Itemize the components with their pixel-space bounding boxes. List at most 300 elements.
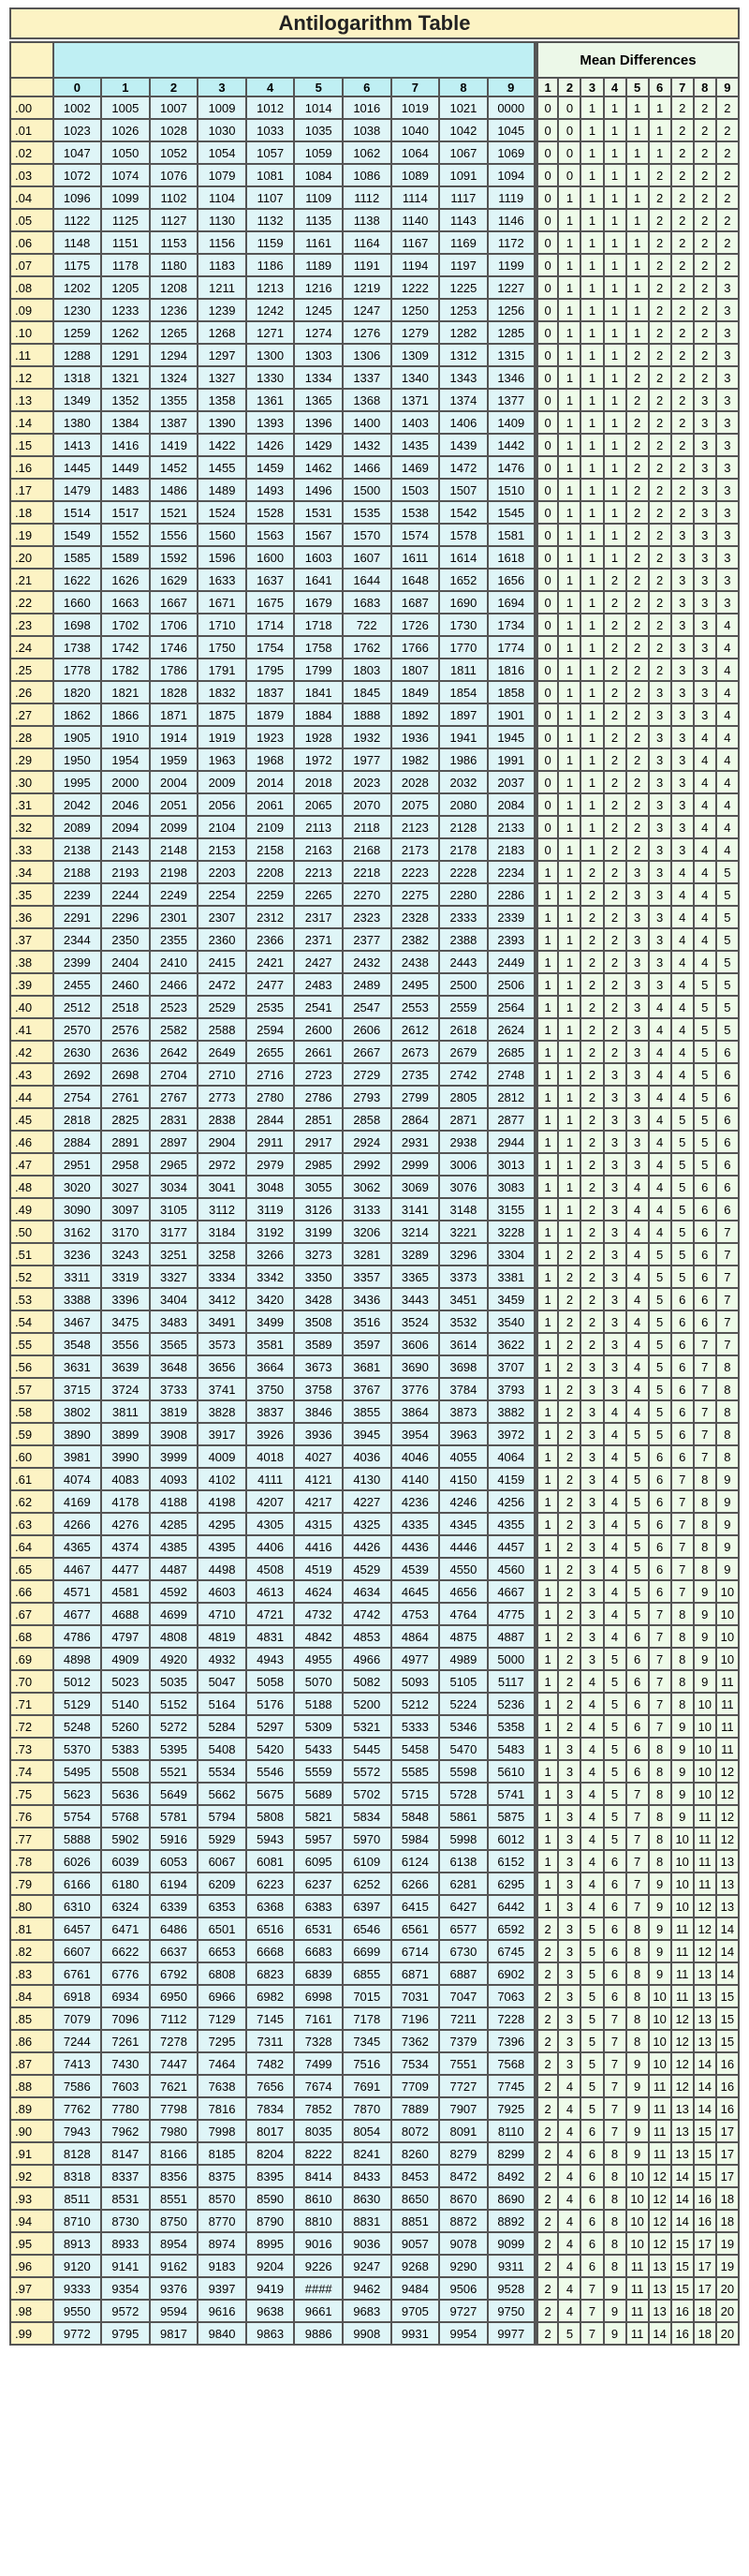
- mean-difference-cell: 3: [671, 681, 694, 703]
- antilog-value-cell: 1057: [246, 141, 295, 164]
- mean-difference-cell: 5: [694, 1041, 716, 1063]
- antilog-value-cell: 1291: [101, 344, 150, 366]
- table-row: [10, 389, 739, 411]
- antilog-value-cell: 4624: [294, 1580, 343, 1603]
- antilog-value-cell: 8414: [294, 2165, 343, 2187]
- antilog-value-cell: 4875: [439, 1625, 488, 1648]
- antilog-value-cell: 2529: [198, 996, 246, 1018]
- diff-col-header-8: 8: [694, 78, 716, 96]
- mean-difference-cell: 13: [694, 1962, 716, 1985]
- mean-difference-cell: 6: [580, 2142, 603, 2165]
- antilog-value-cell: 0000: [488, 96, 536, 119]
- antilog-value-cell: 4374: [101, 1535, 150, 1558]
- antilog-value-cell: 1563: [246, 524, 295, 546]
- antilog-value-cell: 1315: [488, 344, 536, 366]
- mean-difference-cell: 6: [626, 1693, 649, 1715]
- mean-difference-cell: 11: [716, 1738, 739, 1760]
- antilog-value-cell: 3236: [53, 1243, 102, 1266]
- antilog-value-cell: 2466: [150, 973, 198, 996]
- table-row: [10, 1445, 739, 1468]
- antilog-value-cell: 4592: [150, 1580, 198, 1603]
- mean-difference-cell: 10: [671, 1873, 694, 1895]
- antilog-value-cell: 1009: [198, 96, 246, 119]
- antilog-value-cell: 1663: [101, 591, 150, 614]
- mean-difference-cell: 6: [671, 1288, 694, 1310]
- mean-difference-cell: 9: [626, 2052, 649, 2075]
- antilog-value-cell: 1076: [150, 164, 198, 186]
- antilog-value-cell: 4276: [101, 1513, 150, 1535]
- mean-difference-cell: 4: [716, 748, 739, 771]
- antilog-value-cell: 1038: [343, 119, 391, 141]
- antilog-value-cell: 3589: [294, 1333, 343, 1355]
- antilog-value-cell: 2780: [246, 1086, 295, 1108]
- antilog-value-cell: 3873: [439, 1400, 488, 1423]
- antilog-value-cell: 2588: [198, 1018, 246, 1041]
- antilog-value-cell: 9183: [198, 2255, 246, 2277]
- antilog-value-cell: 4571: [53, 1580, 102, 1603]
- antilog-value-cell: 4395: [198, 1535, 246, 1558]
- mean-difference-cell: 17: [716, 2142, 739, 2165]
- antilog-value-cell: 1416: [101, 434, 150, 456]
- mean-difference-cell: 0: [536, 816, 558, 838]
- mean-difference-cell: 2: [558, 1288, 580, 1310]
- antilog-value-cell: 1007: [150, 96, 198, 119]
- mean-difference-cell: 4: [694, 928, 716, 951]
- antilog-value-cell: 6166: [53, 1873, 102, 1895]
- antilog-value-cell: 3243: [101, 1243, 150, 1266]
- antilog-value-cell: 9550: [53, 2300, 102, 2322]
- antilog-value-cell: 1262: [101, 321, 150, 344]
- antilog-value-cell: 4207: [246, 1490, 295, 1513]
- antilog-value-cell: 8851: [391, 2210, 440, 2232]
- mean-difference-cell: 6: [716, 1041, 739, 1063]
- antilog-value-cell: 8147: [101, 2142, 150, 2165]
- antilog-value-cell: 3597: [343, 1333, 391, 1355]
- antilog-value-cell: 5598: [439, 1760, 488, 1783]
- antilog-value-cell: 4256: [488, 1490, 536, 1513]
- mean-difference-cell: 19: [716, 2232, 739, 2255]
- antilog-value-cell: 1549: [53, 524, 102, 546]
- mean-difference-cell: 1: [536, 1760, 558, 1783]
- antilog-value-cell: 1409: [488, 411, 536, 434]
- antilog-value-cell: 2624: [488, 1018, 536, 1041]
- row-label: .19: [10, 524, 53, 546]
- antilog-value-cell: 8610: [294, 2187, 343, 2210]
- mean-difference-cell: 20: [716, 2277, 739, 2300]
- antilog-value-cell: 3855: [343, 1400, 391, 1423]
- antilog-value-cell: 5200: [343, 1693, 391, 1715]
- table-row: [10, 771, 739, 793]
- mean-difference-cell: 1: [558, 1063, 580, 1086]
- antilog-value-cell: 4064: [488, 1445, 536, 1468]
- mean-difference-cell: 1: [580, 389, 603, 411]
- antilog-value-cell: 5715: [391, 1783, 440, 1805]
- antilog-value-cell: 8072: [391, 2120, 440, 2142]
- row-label: .44: [10, 1086, 53, 1108]
- mean-difference-cell: 2: [558, 1535, 580, 1558]
- antilog-value-cell: 5675: [246, 1783, 295, 1805]
- antilog-value-cell: 5728: [439, 1783, 488, 1805]
- table-row: [10, 1468, 739, 1490]
- mean-difference-cell: 2: [558, 1243, 580, 1266]
- antilog-value-cell: 5916: [150, 1828, 198, 1850]
- antilog-value-cell: 3864: [391, 1400, 440, 1423]
- antilog-value-cell: 1426: [246, 434, 295, 456]
- antilog-value-cell: 2924: [343, 1131, 391, 1153]
- antilog-value-cell: 6531: [294, 1917, 343, 1940]
- mean-difference-cell: 8: [649, 1738, 671, 1760]
- antilog-value-cell: 1995: [53, 771, 102, 793]
- antilog-value-cell: 8831: [343, 2210, 391, 2232]
- antilog-value-cell: 6934: [101, 1985, 150, 2007]
- antilog-value-cell: 9484: [391, 2277, 440, 2300]
- antilog-value-cell: 1762: [343, 636, 391, 659]
- mean-difference-cell: 7: [671, 1580, 694, 1603]
- mean-difference-cell: 2: [558, 1670, 580, 1693]
- mean-difference-cell: 3: [604, 1063, 626, 1086]
- antilog-value-cell: 5636: [101, 1783, 150, 1805]
- antilog-value-cell: 2265: [294, 883, 343, 906]
- antilog-value-cell: 7413: [53, 2052, 102, 2075]
- antilog-value-cell: 9908: [343, 2322, 391, 2345]
- mean-difference-cell: 0: [536, 501, 558, 524]
- antilog-value-cell: 5047: [198, 1670, 246, 1693]
- antilog-value-cell: 2547: [343, 996, 391, 1018]
- mean-difference-cell: 1: [580, 524, 603, 546]
- antilog-value-cell: 1462: [294, 456, 343, 479]
- antilog-value-cell: 4325: [343, 1513, 391, 1535]
- table-row: [10, 2030, 739, 2052]
- mean-difference-cell: 5: [626, 1603, 649, 1625]
- antilog-value-cell: 1282: [439, 321, 488, 344]
- antilog-value-cell: 1318: [53, 366, 102, 389]
- mean-difference-cell: 2: [604, 703, 626, 726]
- mean-difference-cell: 2: [716, 119, 739, 141]
- mean-difference-cell: 1: [604, 186, 626, 209]
- mean-difference-cell: 3: [580, 1400, 603, 1423]
- col-header-0: 0: [53, 78, 102, 96]
- antilog-value-cell: 2213: [294, 861, 343, 883]
- antilog-value-cell: 4819: [198, 1625, 246, 1648]
- mean-difference-cell: 2: [580, 906, 603, 928]
- antilog-value-cell: 4335: [391, 1513, 440, 1535]
- table-row: [10, 141, 739, 164]
- antilog-table: [9, 41, 740, 2346]
- table-row: [10, 928, 739, 951]
- antilog-value-cell: 5794: [198, 1805, 246, 1828]
- mean-difference-cell: 9: [649, 1873, 671, 1895]
- antilog-value-cell: 1932: [343, 726, 391, 748]
- table-row: [10, 1873, 739, 1895]
- mean-difference-cell: 3: [671, 771, 694, 793]
- antilog-value-cell: 9311: [488, 2255, 536, 2277]
- table-row: [10, 748, 739, 771]
- mean-difference-cell: 7: [580, 2300, 603, 2322]
- antilog-value-cell: 1854: [439, 681, 488, 703]
- antilog-value-cell: 4083: [101, 1468, 150, 1490]
- antilog-value-cell: 4188: [150, 1490, 198, 1513]
- mean-difference-cell: 15: [716, 2007, 739, 2030]
- mean-difference-cell: 5: [649, 1423, 671, 1445]
- mean-difference-cell: 7: [716, 1310, 739, 1333]
- mean-difference-cell: 6: [649, 1580, 671, 1603]
- antilog-value-cell: 1486: [150, 479, 198, 501]
- mean-difference-cell: 3: [671, 614, 694, 636]
- mean-difference-cell: 3: [604, 1176, 626, 1198]
- mean-difference-cell: 4: [671, 1041, 694, 1063]
- antilog-value-cell: 1950: [53, 748, 102, 771]
- antilog-value-cell: 1047: [53, 141, 102, 164]
- antilog-value-cell: 9705: [391, 2300, 440, 2322]
- antilog-value-cell: 1531: [294, 501, 343, 524]
- antilog-value-cell: 2296: [101, 906, 150, 928]
- mean-difference-cell: 3: [649, 906, 671, 928]
- mean-difference-cell: 1: [558, 614, 580, 636]
- mean-difference-cell: 6: [604, 1895, 626, 1917]
- antilog-value-cell: 1337: [343, 366, 391, 389]
- antilog-value-cell: 6486: [150, 1917, 198, 1940]
- mean-differences-header: Mean Differences: [536, 42, 739, 78]
- mean-difference-cell: 3: [671, 591, 694, 614]
- antilog-value-cell: 4887: [488, 1625, 536, 1648]
- mean-difference-cell: 15: [694, 2165, 716, 2187]
- antilog-value-cell: 8551: [150, 2187, 198, 2210]
- mean-difference-cell: 1: [558, 276, 580, 299]
- antilog-value-cell: 9397: [198, 2277, 246, 2300]
- antilog-value-cell: 4102: [198, 1468, 246, 1490]
- antilog-value-cell: 1445: [53, 456, 102, 479]
- antilog-value-cell: 2099: [150, 816, 198, 838]
- mean-difference-cell: 3: [604, 1266, 626, 1288]
- antilog-value-cell: 1919: [198, 726, 246, 748]
- antilog-value-cell: 2317: [294, 906, 343, 928]
- mean-difference-cell: 1: [536, 1693, 558, 1715]
- mean-difference-cell: 8: [626, 1940, 649, 1962]
- antilog-value-cell: 9204: [246, 2255, 295, 2277]
- antilog-value-cell: 5070: [294, 1670, 343, 1693]
- antilog-value-cell: 7925: [488, 2097, 536, 2120]
- column-header-row: [10, 78, 739, 96]
- mean-difference-cell: 5: [626, 1445, 649, 1468]
- antilog-value-cell: 3614: [439, 1333, 488, 1355]
- antilog-value-cell: 1380: [53, 411, 102, 434]
- antilog-value-cell: 4159: [488, 1468, 536, 1490]
- mean-difference-cell: 3: [558, 2007, 580, 2030]
- table-row: [10, 2165, 739, 2187]
- mean-difference-cell: 4: [649, 1221, 671, 1243]
- mean-difference-cell: 5: [716, 883, 739, 906]
- antilog-value-cell: 1138: [343, 209, 391, 231]
- mean-difference-cell: 5: [580, 2030, 603, 2052]
- antilog-value-cell: 1040: [391, 119, 440, 141]
- antilog-value-cell: 2938: [439, 1131, 488, 1153]
- mean-difference-cell: 6: [604, 1962, 626, 1985]
- antilog-value-cell: 3206: [343, 1221, 391, 1243]
- antilog-value-cell: 2128: [439, 816, 488, 838]
- mean-difference-cell: 11: [694, 1873, 716, 1895]
- row-label: .41: [10, 1018, 53, 1041]
- mean-difference-cell: 9: [716, 1490, 739, 1513]
- row-label: .03: [10, 164, 53, 186]
- mean-difference-cell: 2: [694, 141, 716, 164]
- mean-difference-cell: 6: [716, 1153, 739, 1176]
- mean-difference-cell: 11: [649, 2075, 671, 2097]
- mean-difference-cell: 3: [604, 1198, 626, 1221]
- table-row: [10, 1108, 739, 1131]
- antilog-value-cell: 2541: [294, 996, 343, 1018]
- mean-difference-cell: 2: [558, 1355, 580, 1378]
- antilog-value-cell: 7980: [150, 2120, 198, 2142]
- antilog-value-cell: 1652: [439, 569, 488, 591]
- mean-difference-cell: 2: [580, 1243, 603, 1266]
- row-label: .32: [10, 816, 53, 838]
- mean-difference-cell: 2: [558, 1648, 580, 1670]
- mean-difference-cell: 3: [671, 569, 694, 591]
- antilog-value-cell: 5623: [53, 1783, 102, 1805]
- antilog-value-cell: 2931: [391, 1131, 440, 1153]
- mean-difference-cell: 4: [626, 1176, 649, 1198]
- mean-difference-cell: 0: [536, 838, 558, 861]
- mean-difference-cell: 3: [694, 546, 716, 569]
- mean-difference-cell: 7: [649, 1625, 671, 1648]
- antilog-value-cell: 8337: [101, 2165, 150, 2187]
- antilog-value-cell: 1374: [439, 389, 488, 411]
- mean-difference-cell: 1: [558, 366, 580, 389]
- antilog-value-cell: 2089: [53, 816, 102, 838]
- antilog-value-cell: 9795: [101, 2322, 150, 2345]
- antilog-value-cell: 2754: [53, 1086, 102, 1108]
- antilog-value-cell: 9376: [150, 2277, 198, 2300]
- row-label: .82: [10, 1940, 53, 1962]
- mean-difference-cell: 0: [558, 164, 580, 186]
- mean-difference-cell: 1: [626, 276, 649, 299]
- antilog-value-cell: 1253: [439, 299, 488, 321]
- antilog-value-cell: 3388: [53, 1288, 102, 1310]
- antilog-value-cell: 2786: [294, 1086, 343, 1108]
- mean-difference-cell: 12: [649, 2232, 671, 2255]
- mean-difference-cell: 7: [626, 1873, 649, 1895]
- antilog-value-cell: 9226: [294, 2255, 343, 2277]
- antilog-value-cell: 1879: [246, 703, 295, 726]
- mean-difference-cell: 5: [694, 1063, 716, 1086]
- mean-difference-cell: 1: [558, 411, 580, 434]
- antilog-value-cell: 7551: [439, 2052, 488, 2075]
- antilog-value-cell: 9162: [150, 2255, 198, 2277]
- antilog-value-cell: 2831: [150, 1108, 198, 1131]
- mean-difference-cell: 3: [649, 883, 671, 906]
- mean-difference-cell: 13: [671, 2142, 694, 2165]
- antilog-value-cell: 2761: [101, 1086, 150, 1108]
- antilog-value-cell: 4046: [391, 1445, 440, 1468]
- antilog-value-cell: 3311: [53, 1266, 102, 1288]
- antilog-value-cell: 5093: [391, 1670, 440, 1693]
- mean-difference-cell: 2: [671, 366, 694, 389]
- antilog-value-cell: 2312: [246, 906, 295, 928]
- antilog-value-cell: 8690: [488, 2187, 536, 2210]
- mean-difference-cell: 4: [558, 2075, 580, 2097]
- mean-difference-cell: 7: [626, 1895, 649, 1917]
- table-row: [10, 1603, 739, 1625]
- antilog-value-cell: 8433: [343, 2165, 391, 2187]
- row-label: .91: [10, 2142, 53, 2165]
- antilog-value-cell: 3126: [294, 1198, 343, 1221]
- mean-difference-cell: 4: [649, 1131, 671, 1153]
- mean-difference-cell: 2: [649, 434, 671, 456]
- antilog-value-cell: 6383: [294, 1895, 343, 1917]
- antilog-value-cell: 1140: [391, 209, 440, 231]
- antilog-value-cell: 7112: [150, 2007, 198, 2030]
- antilog-value-cell: 4111: [246, 1468, 295, 1490]
- antilog-value-cell: 4775: [488, 1603, 536, 1625]
- mean-difference-cell: 2: [671, 411, 694, 434]
- mean-difference-cell: 2: [580, 1266, 603, 1288]
- mean-difference-cell: 3: [694, 524, 716, 546]
- mean-difference-cell: 10: [694, 1760, 716, 1783]
- mean-difference-cell: 3: [558, 1828, 580, 1850]
- mean-difference-cell: 6: [671, 1355, 694, 1378]
- mean-difference-cell: 14: [694, 2097, 716, 2120]
- mean-difference-cell: 1: [604, 344, 626, 366]
- table-row: [10, 1828, 739, 1850]
- antilog-value-cell: 4656: [439, 1580, 488, 1603]
- antilog-value-cell: 3945: [343, 1423, 391, 1445]
- mean-difference-cell: 6: [716, 1131, 739, 1153]
- mean-difference-cell: 7: [671, 1535, 694, 1558]
- antilog-value-cell: 1811: [439, 659, 488, 681]
- antilog-value-cell: 2291: [53, 906, 102, 928]
- mean-difference-cell: 3: [671, 816, 694, 838]
- antilog-value-cell: 2399: [53, 951, 102, 973]
- table-row: [10, 1580, 739, 1603]
- antilog-value-cell: 2009: [198, 771, 246, 793]
- antilog-value-cell: 2576: [101, 1018, 150, 1041]
- antilog-value-cell: 3648: [150, 1355, 198, 1378]
- mean-difference-cell: 4: [716, 681, 739, 703]
- antilog-value-cell: 2032: [439, 771, 488, 793]
- table-row: [10, 591, 739, 614]
- antilog-value-cell: 3105: [150, 1198, 198, 1221]
- antilog-value-cell: 1205: [101, 276, 150, 299]
- table-row: [10, 861, 739, 883]
- row-label: .56: [10, 1355, 53, 1378]
- antilog-value-cell: 3420: [246, 1288, 295, 1310]
- antilog-value-cell: 1432: [343, 434, 391, 456]
- antilog-value-cell: 1542: [439, 501, 488, 524]
- antilog-value-cell: 3963: [439, 1423, 488, 1445]
- mean-difference-cell: 1: [558, 254, 580, 276]
- antilog-value-cell: 8128: [53, 2142, 102, 2165]
- mean-difference-cell: 1: [580, 209, 603, 231]
- antilog-value-cell: 4365: [53, 1535, 102, 1558]
- mean-difference-cell: 2: [626, 793, 649, 816]
- antilog-value-cell: 3936: [294, 1423, 343, 1445]
- mean-difference-cell: 8: [694, 1558, 716, 1580]
- mean-difference-cell: 14: [649, 2322, 671, 2345]
- mean-difference-cell: 0: [558, 141, 580, 164]
- antilog-value-cell: 3972: [488, 1423, 536, 1445]
- mean-difference-cell: 2: [604, 681, 626, 703]
- antilog-value-cell: 9419: [246, 2277, 295, 2300]
- mean-difference-cell: 8: [649, 1828, 671, 1850]
- antilog-value-cell: 2851: [294, 1108, 343, 1131]
- antilog-value-cell: 1875: [198, 703, 246, 726]
- antilog-value-cell: 4539: [391, 1558, 440, 1580]
- row-label: .86: [10, 2030, 53, 2052]
- mean-difference-cell: 1: [626, 186, 649, 209]
- antilog-value-cell: 7998: [198, 2120, 246, 2142]
- antilog-value-cell: 6761: [53, 1962, 102, 1985]
- antilog-value-cell: 1021: [439, 96, 488, 119]
